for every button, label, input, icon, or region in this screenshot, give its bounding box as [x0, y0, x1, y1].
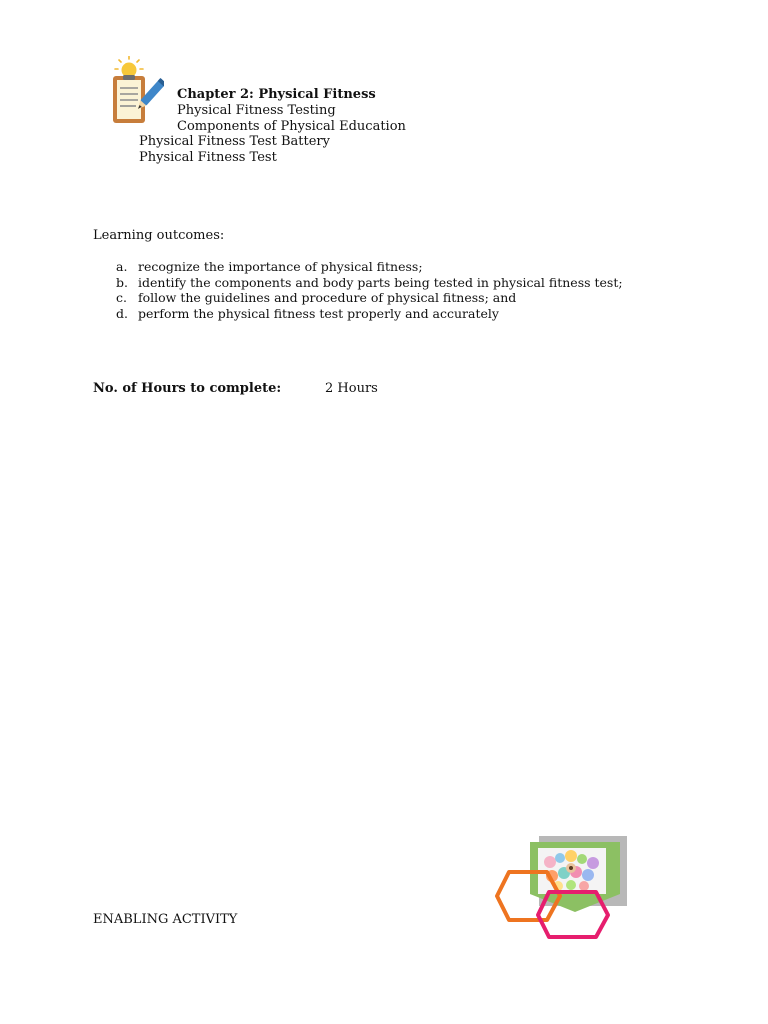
list-item-text: perform the physical fitness test properly and accurately — [138, 305, 499, 321]
list-item-text: identify the components and body parts being tested in physical fitness test; — [138, 274, 623, 290]
list-marker: b. — [116, 274, 128, 290]
list-item — [116, 259, 623, 275]
enabling-activity-heading: ENABLING ACTIVITY — [93, 912, 238, 927]
list-item-text: recognize the importance of physical fitness; — [138, 259, 423, 274]
notepad-pencil-lightbulb-icon — [108, 56, 164, 128]
learning-outcomes-heading: Learning outcomes: — [93, 228, 225, 243]
list-item — [116, 306, 623, 322]
list-item — [116, 275, 623, 291]
topic-physical-fitness-testing: Physical Fitness Testing — [177, 103, 336, 118]
topic-physical-fitness-test: Physical Fitness Test — [139, 150, 277, 165]
learning-outcomes-list — [116, 259, 623, 321]
list-item — [116, 290, 623, 306]
hours-label: No. of Hours to complete: — [93, 381, 282, 396]
hours-value: 2 Hours — [325, 381, 378, 396]
list-marker: a. — [116, 259, 128, 274]
enabling-activity-decoration — [494, 832, 634, 942]
topic-physical-fitness-test-battery: Physical Fitness Test Battery — [139, 134, 330, 149]
list-marker: d. — [116, 305, 128, 321]
chapter-title: Chapter 2: Physical Fitness — [177, 87, 376, 102]
topic-components-of-physical-education: Components of Physical Education — [177, 119, 406, 134]
list-marker: c. — [116, 290, 127, 305]
list-item-text: follow the guidelines and procedure of physical fitness; and — [138, 290, 517, 305]
